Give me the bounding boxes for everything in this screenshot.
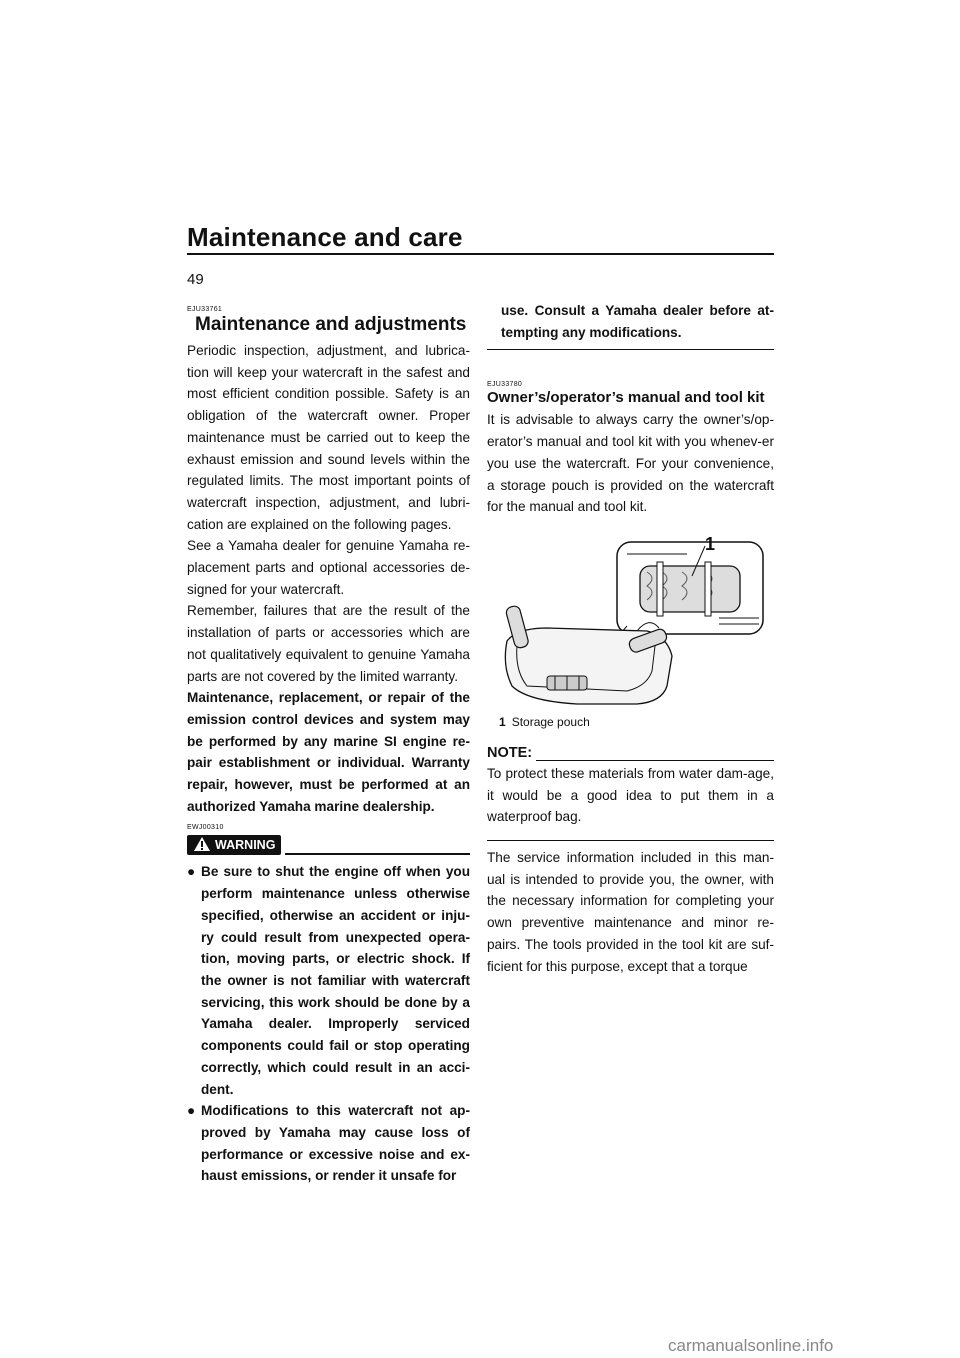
caption-number: 1	[499, 714, 506, 729]
note-label: NOTE:	[487, 744, 533, 761]
watercraft-illustration	[487, 536, 774, 711]
warning-continuation-text: use. Consult a Yamaha dealer before at-tempting any modifications.	[501, 303, 774, 340]
subsection-heading: Owner’s/operator’s manual and tool kit	[487, 389, 765, 407]
caption-text: Storage pouch	[511, 714, 590, 729]
bullet-icon: ●	[187, 864, 196, 880]
section-code: EJU33761	[187, 306, 223, 313]
left-column	[187, 305, 470, 1187]
note-end-rule	[487, 840, 774, 841]
warning-item-text: Be sure to shut the engine off when you perform maintenance unless otherwise specified, otherwise an accident or inju-ry could result from unexpected opera-tion, moving parts, or electric shock. If the owner is not familiar with watercraft servicing, this work should be done by a Yamaha dealer. Improperly serviced components could fail or stop operating correctly, which could result in an acci-dent.	[201, 864, 470, 1097]
body-paragraph-3: Remember, failures that are the result of the installation of parts or accessories which are not qualitatively equivalent to genuine Yamaha parts are not covered by the limited warranty.	[187, 603, 470, 684]
warning-continuation	[487, 300, 774, 343]
header-divider	[187, 253, 774, 255]
warning-item-text: Modifications to this watercraft not ap-proved by Yamaha may cause loss of performance or excessive noise and ex-haust emissions, or render it unsafe for	[201, 1103, 470, 1184]
note-header	[487, 745, 774, 761]
page-number: 49	[187, 271, 204, 288]
body-paragraph-1: Periodic inspection, adjustment, and lubrica-tion will keep your watercraft in the safest and most efficient condition possible. Safety is an obligation of the watercraft owner. Proper maintenance must be carried out to keep the exhaust emission and sound levels within the regulated limits. The most important points of watercraft inspection, adjustment, and lubri-cation are explained on the following pages.	[187, 343, 470, 532]
warning-item	[187, 861, 470, 1100]
figure-caption	[499, 715, 774, 729]
storage-pouch-figure	[487, 536, 774, 711]
warning-code: EWJ00310	[187, 824, 224, 832]
section-heading: Maintenance and adjustments	[195, 314, 467, 335]
section-title: Maintenance and care	[187, 222, 463, 252]
warning-rule	[285, 853, 470, 855]
bullet-icon: ●	[187, 1103, 196, 1119]
warning-triangle-icon	[193, 836, 211, 852]
watermark: carmanualsonline.info	[668, 1336, 834, 1355]
right-column	[487, 300, 774, 977]
warning-item	[187, 1100, 470, 1187]
figure-callout: 1	[705, 535, 716, 554]
warning-header	[187, 835, 470, 855]
warning-badge	[187, 835, 281, 855]
warning-list	[187, 861, 470, 1187]
service-info-paragraph: The service information included in this man-ual is intended to provide you, the owner, with the necessary information for completing your own preventive maintenance and minor re-pairs. The tools provided in the tool kit are suf-ficient for this purpose, except that a torque	[487, 850, 774, 974]
body-paragraph-2: See a Yamaha dealer for genuine Yamaha re-placement parts and optional accessories de-signed for your watercraft.	[187, 538, 470, 597]
warning-end-rule	[487, 349, 774, 350]
warning-label: WARNING	[215, 838, 276, 853]
subsection-code: EJU33780	[487, 381, 523, 389]
emission-notice: Maintenance, replacement, or repair of the emission control devices and system may be performed by any marine SI engine re-pair establishment or individual. Warranty repair, however, must be performed at an authorized Yamaha marine dealership.	[187, 690, 470, 814]
subsection-intro: It is advisable to always carry the owner’s/op-erator’s manual and tool kit with you whenev-er you use the watercraft. For your convenience, a storage pouch is provided on the watercraft for the manual and tool kit.	[487, 412, 774, 515]
note-rule	[536, 760, 774, 761]
note-text: To protect these materials from water dam-age, it would be a good idea to put them in a waterproof bag.	[487, 765, 774, 825]
